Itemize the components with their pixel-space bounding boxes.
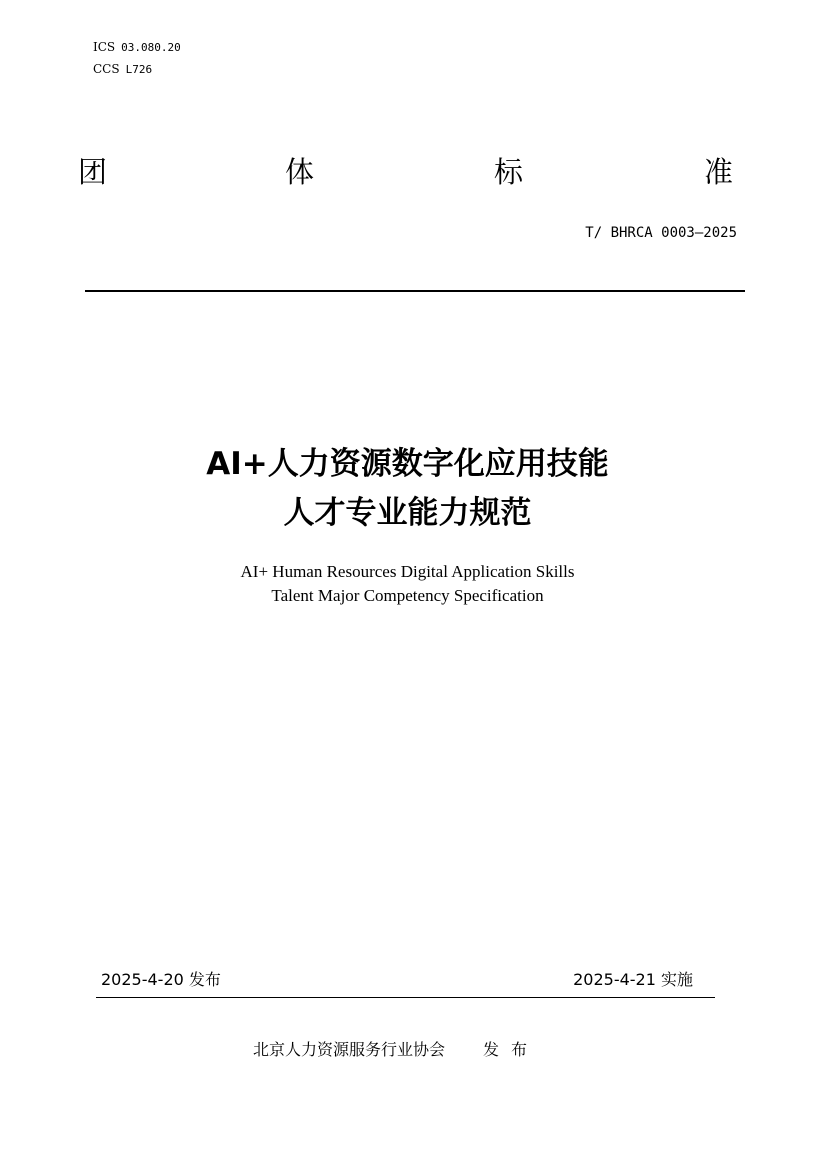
ics-label: ICS — [93, 40, 116, 54]
header-divider — [85, 290, 745, 292]
standard-type-char-2: 体 — [285, 155, 315, 189]
ccs-code: L726 — [125, 63, 153, 76]
title-en-line-2: Talent Major Competency Specification — [271, 586, 544, 605]
publisher-action: 发布 — [483, 1040, 540, 1059]
implement-date: 2025-4-21 实施 — [573, 970, 693, 989]
standard-type-char-4: 准 — [704, 155, 734, 189]
ccs-label: CCS — [93, 62, 120, 76]
title-zh-line-2: 人才专业能力规范 — [283, 495, 532, 531]
publish-date: 2025-4-20 发布 — [101, 970, 221, 989]
ics-code: 03.080.20 — [121, 41, 181, 54]
standard-type-char-3: 标 — [494, 155, 524, 189]
title-en-line-1: AI+ Human Resources Digital Application Skills — [240, 562, 575, 581]
publisher-line — [253, 1042, 539, 1058]
standard-type-char-1: 团 — [78, 155, 108, 189]
publisher-name: 北京人力资源服务行业协会 — [253, 1040, 446, 1059]
standard-number: T/ BHRCA 0003—2025 — [585, 225, 737, 241]
ccs-classification — [93, 63, 152, 75]
title-zh-line-1: AI+人力资源数字化应用技能 — [206, 446, 609, 482]
ics-classification — [93, 41, 181, 53]
footer-divider — [96, 997, 715, 998]
